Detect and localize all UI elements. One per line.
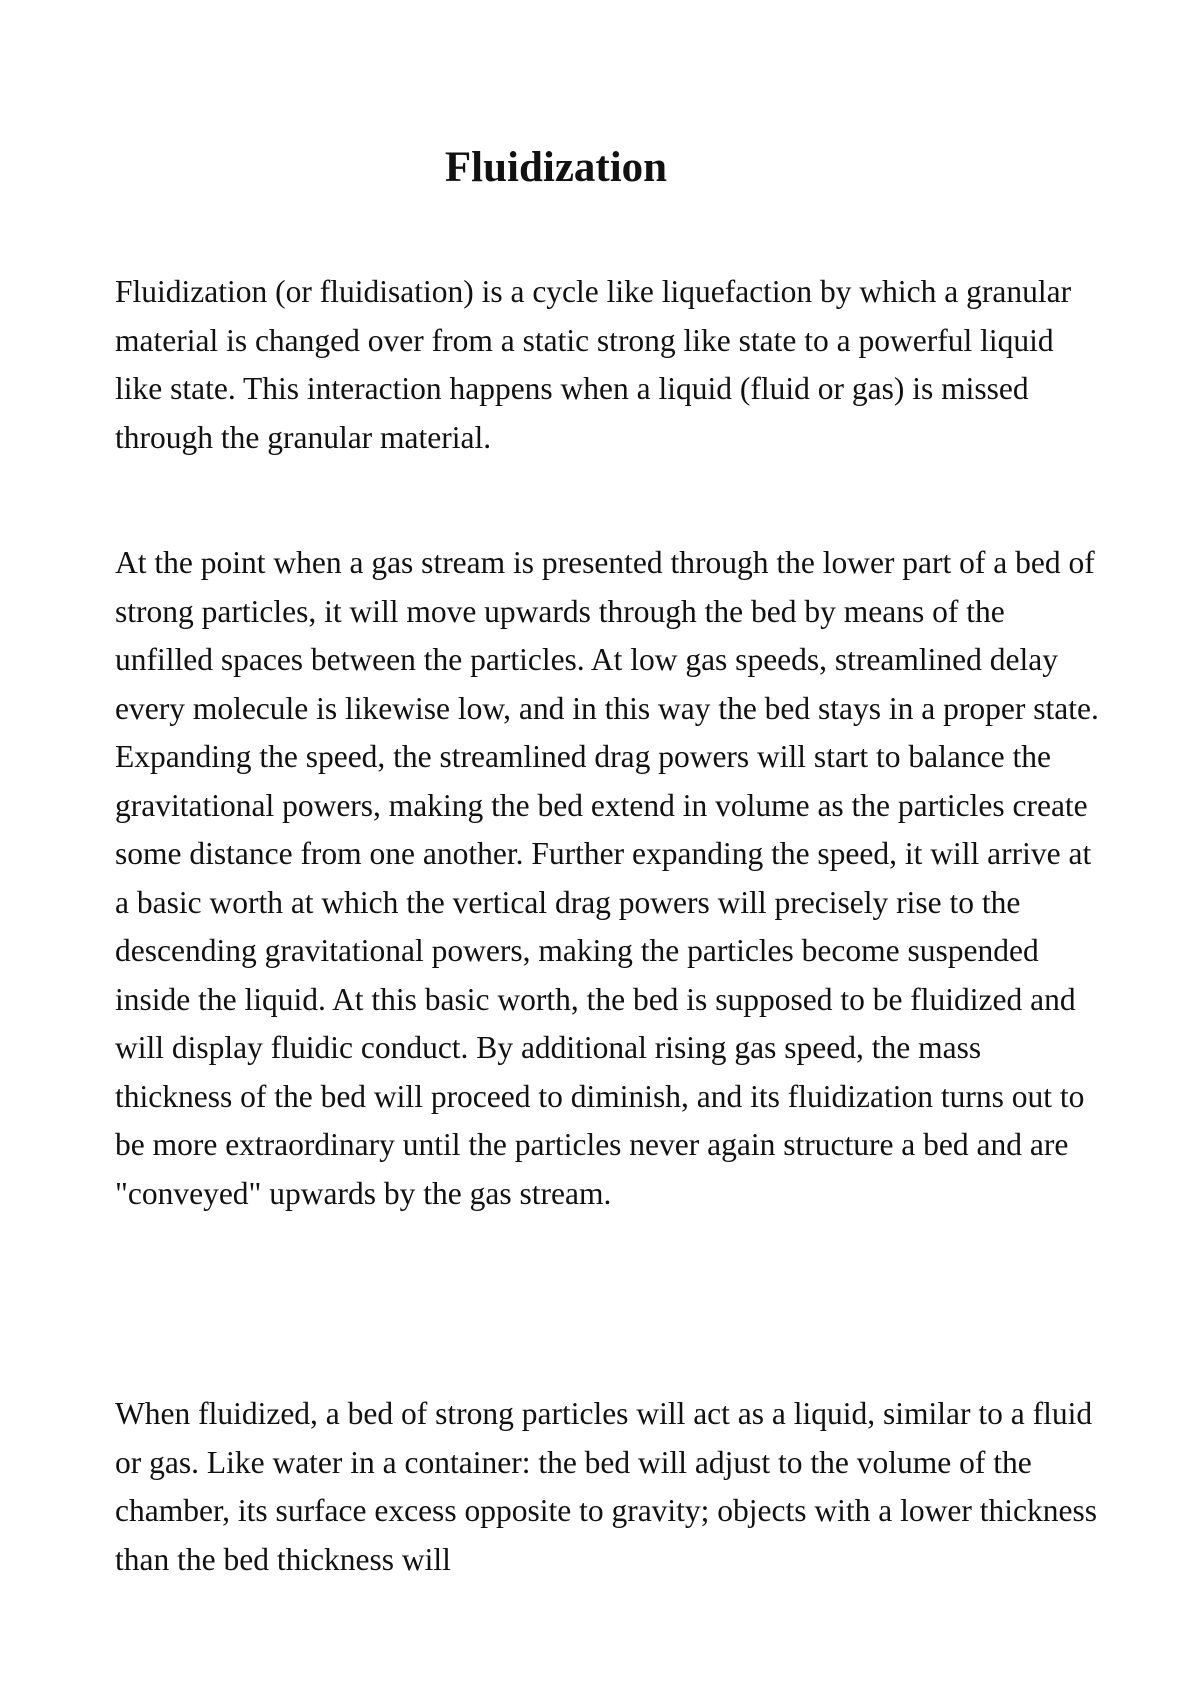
paragraph-gas-stream: At the point when a gas stream is presented through the lower part of a bed of strong particles, it will move upwards through the bed by means of the unfilled spaces between the particles. At low gas speeds, streamlined delay every molecule is likewise low, and in this way the bed stays in a proper state. Expanding the speed, the streamlined drag powers will start to balance the gravitational powers, making the bed extend in volume as the particles create some distance from one another. Further expanding the speed, it will arrive at a basic worth at which the vertical drag powers will precisely rise to the descending gravitational powers, making the particles become suspended inside the liquid. At this basic worth, the bed is supposed to be fluidized and will display fluidic conduct. By additional rising gas speed, the mass thickness of the bed will proceed to diminish, and its fluidization turns out to be more extraordinary until the particles never again structure a bed and are "conveyed" upwards by the gas stream. [115,545,1099,1211]
paragraph-fluidized-behavior: When fluidized, a bed of strong particles will act as a liquid, similar to a fluid or gas. Like water in a container: the bed will adjust to the volume of the chamber, its surface excess opposite to gravity; objects with a lower thickness than the bed thickness will [115,1396,1097,1577]
paragraph-intro: Fluidization (or fluidisation) is a cycle like liquefaction by which a granular material is changed over from a static strong like state to a powerful liquid like state. This interaction happens when a liquid (fluid or gas) is missed through the granular material. [115,274,1072,455]
page-title: Fluidization [444,144,668,191]
